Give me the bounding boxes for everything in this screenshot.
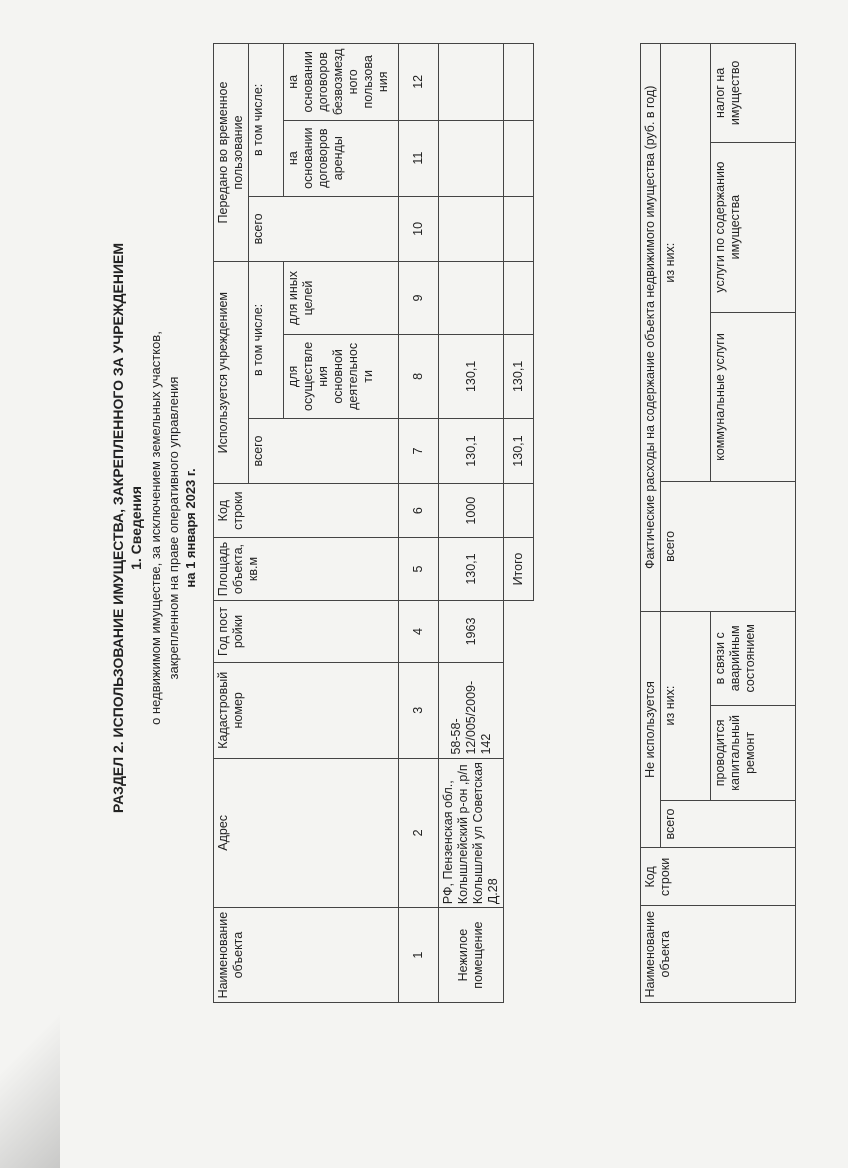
total-label: Итого	[504, 538, 534, 601]
row-year: 1963	[439, 600, 504, 662]
description-line-1: о недвижимом имуществе, за исключением земельных участков,	[148, 331, 163, 725]
section-title: РАЗДЕЛ 2. ИСПОЛЬЗОВАНИЕ ИМУЩЕСТВА, ЗАКРЕПЛЕННОГО ЗА УЧРЕЖДЕНИЕМ	[110, 242, 126, 814]
row-tr-lease	[439, 120, 504, 196]
exp-hdr-ac-utilities: коммунальные услуги	[711, 312, 796, 482]
hdr-address: Адрес	[214, 758, 399, 908]
col-number: 5	[399, 538, 439, 601]
row-code: 1000	[439, 484, 504, 538]
exp-hdr-code: Код строки	[641, 848, 796, 906]
hdr-used-other: для иных целей	[284, 262, 399, 335]
hdr-code: Код строки	[214, 484, 399, 538]
hdr-tr-total: всего	[249, 196, 399, 261]
table-row	[439, 44, 504, 1003]
row-name: Нежилое помещение	[439, 908, 504, 1003]
col-number: 11	[399, 120, 439, 196]
exp-hdr-ac-maintenance: услуги по содержанию имущества	[711, 142, 796, 312]
hdr-transferred: Передано во временное пользование	[214, 44, 249, 262]
total-used-total: 130,1	[504, 418, 534, 483]
exp-hdr-ac-tax: налог на имущество	[711, 44, 796, 143]
hdr-year: Год пост ройки	[214, 600, 399, 662]
hdr-cadastral: Кадастровый номер	[214, 663, 399, 758]
hdr-area: Площадь объекта, кв.м	[214, 538, 399, 601]
hdr-name: Наименование объекта	[214, 908, 399, 1003]
subsection-title: 1. Сведения	[128, 486, 144, 570]
exp-hdr-not-used: Не используется	[641, 611, 661, 848]
exp-hdr-nu-repair: проводится капитальный ремонт	[711, 706, 796, 801]
col-number: 9	[399, 262, 439, 335]
expenses-table	[640, 43, 796, 1003]
row-address: РФ, Пензенская обл., Колышлейский р-он ,р/п Колышлей ул Советская Д.28	[439, 758, 504, 908]
col-number: 3	[399, 663, 439, 758]
exp-hdr-ac-total: всего	[661, 482, 796, 611]
exp-hdr-ac-of: из них:	[661, 44, 711, 482]
col-number: 12	[399, 44, 439, 121]
col-number: 10	[399, 196, 439, 261]
row-used-main: 130,1	[439, 334, 504, 418]
hdr-tr-free: на основании договоров безвозмезд ного пользова ния	[284, 44, 399, 121]
col-number: 1	[399, 908, 439, 1003]
hdr-used-main: для осуществле ния основной деятельнос ти	[284, 334, 399, 418]
exp-hdr-nu-emergency: в связи с аварийным состоянием	[711, 611, 796, 706]
hdr-used: Используется учреждением	[214, 262, 249, 484]
row-cadastral: 58-58-12/005/2009-142	[439, 663, 504, 758]
hdr-tr-lease: на основании договоров аренды	[284, 120, 399, 196]
total-row	[504, 44, 534, 1003]
row-used-other	[439, 262, 504, 335]
col-number: 6	[399, 484, 439, 538]
property-table	[213, 43, 534, 1003]
report-date: на 1 января 2023 г.	[183, 468, 198, 588]
exp-hdr-nu-of: из них:	[661, 611, 711, 800]
hdr-used-incl: в том числе:	[249, 262, 284, 419]
row-tr-total	[439, 196, 504, 261]
total-used-main: 130,1	[504, 334, 534, 418]
hdr-used-total: всего	[249, 418, 399, 483]
row-used-total: 130,1	[439, 418, 504, 483]
exp-hdr-name: Наименование объекта	[641, 906, 796, 1003]
exp-hdr-actual: Фактические расходы на содержание объекта недвижимого имущества (руб. в год)	[641, 44, 661, 612]
row-area: 130,1	[439, 538, 504, 601]
col-number: 8	[399, 334, 439, 418]
col-number: 7	[399, 418, 439, 483]
hdr-tr-incl: в том числе:	[249, 44, 284, 197]
exp-hdr-nu-total: всего	[661, 800, 796, 848]
description-line-2: закрепленном на праве оперативного управления	[166, 376, 181, 680]
row-tr-free	[439, 44, 504, 121]
col-number: 2	[399, 758, 439, 908]
col-number: 4	[399, 600, 439, 662]
